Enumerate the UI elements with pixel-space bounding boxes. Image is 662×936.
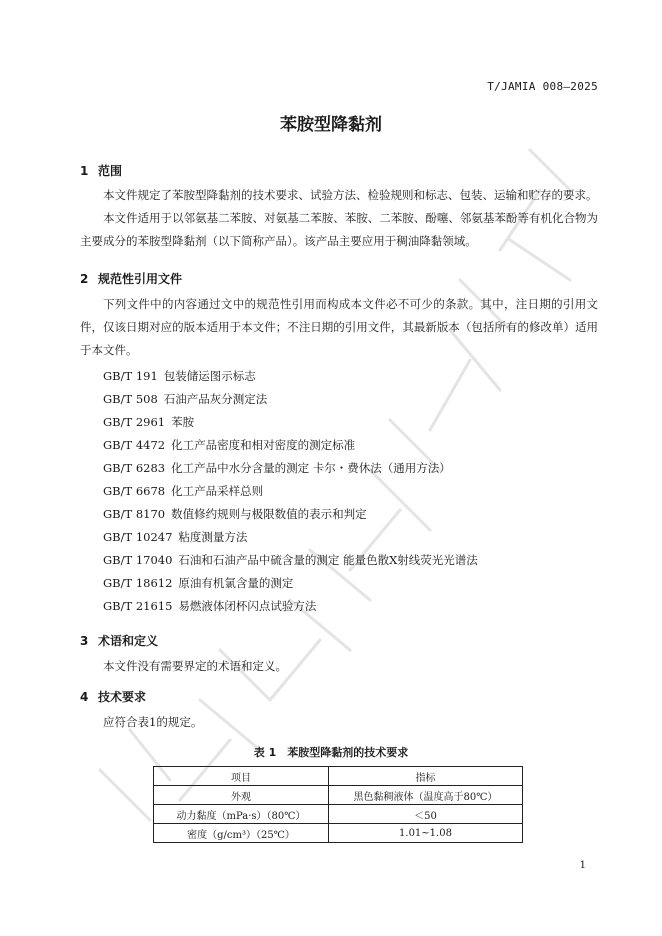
ref-name: 粘度测量方法 [178, 530, 248, 544]
section-number: 2 [80, 272, 89, 286]
page-title: 苯胺型降黏剂 [280, 115, 382, 135]
refs-intro: 下列文件中的内容通过文中的规范性引用而构成本文件必不可少的条款。其中，注日期的引用文件，仅该日期对应的版本适用于本文件；不注日期的引用文件，其最新版本（包括所有的修改单）适用于本文件。 [80, 297, 598, 357]
section-3-heading [80, 632, 158, 649]
ref-code: GB/T 21615 [103, 599, 173, 613]
ref-name: 包装储运图示标志 [163, 369, 256, 383]
ref-name: 数值修约规则与极限数值的表示和判定 [171, 507, 367, 521]
ref-item [103, 598, 316, 614]
tech-text: 应符合表1的规定。 [103, 715, 203, 729]
scope-paragraph-1: 本文件规定了苯胺型降黏剂的技术要求、试验方法、检验规则和标志、包装、运输和贮存的要求。 [103, 188, 598, 202]
ref-item [103, 391, 267, 407]
table-header-cell: 指标 [329, 767, 523, 786]
ref-name: 易燃液体闭杯闪点试验方法 [178, 599, 317, 613]
ref-item [103, 529, 247, 545]
ref-name: 原油有机氯含量的测定 [178, 576, 294, 590]
table-cell: 外观 [154, 786, 329, 805]
section-1-heading [80, 162, 122, 179]
section-number: 4 [80, 690, 89, 704]
ref-item [103, 506, 367, 522]
ref-code: GB/T 10247 [103, 530, 173, 544]
ref-code: GB/T 4472 [103, 438, 166, 452]
table-cell: ＜50 [329, 805, 523, 824]
page-number: 1 [579, 860, 586, 871]
ref-name: 化工产品密度和相对密度的测定标准 [171, 438, 356, 452]
ref-name: 石油和石油产品中硫含量的测定 能量色散X射线荧光光谱法 [178, 553, 478, 567]
table-header-cell: 项目 [154, 767, 329, 786]
ref-code: GB/T 6678 [103, 484, 166, 498]
ref-name: 石油产品灰分测定法 [163, 392, 268, 406]
ref-name: 苯胺 [171, 415, 195, 429]
table-row [154, 805, 523, 824]
section-title: 范围 [98, 164, 123, 178]
section-title: 术语和定义 [98, 634, 159, 648]
table-row [154, 824, 523, 843]
section-2-heading [80, 270, 182, 287]
ref-code: GB/T 2961 [103, 415, 166, 429]
ref-item [103, 483, 263, 499]
ref-code: GB/T 8170 [103, 507, 166, 521]
ref-code: GB/T 6283 [103, 461, 166, 475]
ref-code: GB/T 508 [103, 392, 158, 406]
table-cell: 密度（g/cm³）（25℃） [154, 824, 329, 843]
section-title: 技术要求 [98, 690, 147, 704]
section-title: 规范性引用文件 [98, 272, 183, 286]
ref-item [103, 460, 451, 476]
table-row [154, 786, 523, 805]
table-cell: 1.01~1.08 [329, 824, 523, 843]
ref-item [103, 414, 194, 430]
ref-item [103, 552, 478, 568]
ref-item [103, 368, 256, 384]
section-number: 1 [80, 164, 89, 178]
ref-code: GB/T 17040 [103, 553, 173, 567]
section-4-heading [80, 688, 146, 705]
spec-table [153, 766, 523, 843]
ref-code: GB/T 191 [103, 369, 158, 383]
ref-name: 化工产品采样总则 [171, 484, 264, 498]
ref-name: 化工产品中水分含量的测定 卡尔・费休法（通用方法） [171, 461, 451, 475]
scope-paragraph-2: 本文件适用于以邻氨基二苯胺、对氨基二苯胺、苯胺、二苯胺、酚噻、邻氨基苯酚等有机化合物为主要成分的苯胺型降黏剂（以下简称产品）。该产品主要应用于稠油降黏领域。 [80, 211, 598, 248]
table-caption: 表 1 苯胺型降黏剂的技术要求 [253, 746, 409, 759]
ref-code: GB/T 18612 [103, 576, 173, 590]
terms-text: 本文件没有需要界定的术语和定义。 [103, 659, 287, 673]
table-cell: 动力黏度（mPa·s）（80℃） [154, 805, 329, 824]
section-number: 3 [80, 634, 89, 648]
table-header-row [154, 767, 523, 786]
document-id: T/JAMIA 008—2025 [487, 80, 598, 93]
table-cell: 黑色黏稠液体（温度高于80℃） [329, 786, 523, 805]
ref-item [103, 575, 293, 591]
ref-item [103, 437, 355, 453]
